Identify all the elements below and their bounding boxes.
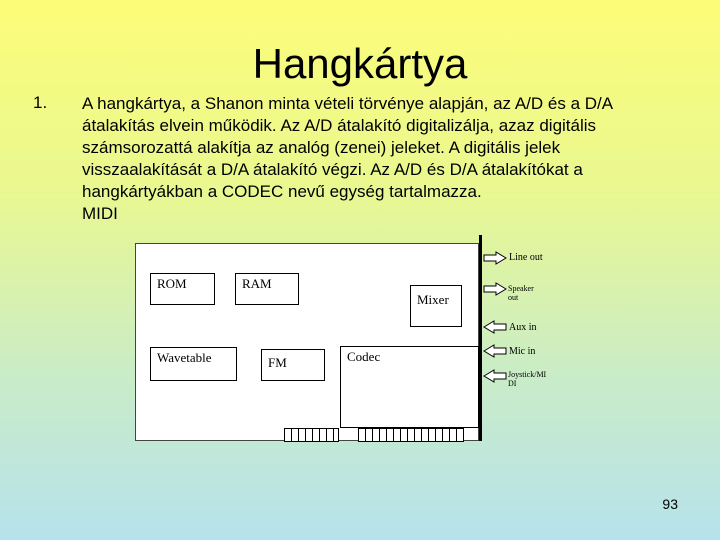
speaker-out-label xyxy=(508,284,534,302)
aux-in-label: Aux in xyxy=(509,322,537,333)
ram-chip: RAM xyxy=(235,273,299,305)
aux-in-arrow xyxy=(484,321,506,333)
speaker-out-arrow xyxy=(484,283,506,295)
body-line: A hangkártya, a Shanon minta vételi törvénye alapján, az A/D és a D/A xyxy=(82,94,614,113)
joystick-midi-line-1: Joystick/MI xyxy=(508,370,547,379)
wavetable-chip: Wavetable xyxy=(150,347,237,381)
slide-title: Hangkártya xyxy=(252,40,468,87)
line-out-arrow xyxy=(484,252,506,264)
speaker-out-line-1: Speaker xyxy=(508,284,534,293)
mixer-chip: Mixer xyxy=(410,285,462,327)
edge-connector-left xyxy=(284,428,339,442)
body-text xyxy=(82,93,682,225)
card-bracket xyxy=(479,235,482,441)
codec-chip: Codec xyxy=(340,346,479,428)
rom-chip: ROM xyxy=(150,273,215,305)
body-line: MIDI xyxy=(82,204,118,223)
edge-connector-right xyxy=(358,428,464,442)
joystick-midi-line-2: DI xyxy=(508,379,517,388)
line-out-label: Line out xyxy=(509,252,543,263)
body-line: számsorozattá alakítja az analóg (zenei) jeleket. A digitális jelek xyxy=(82,138,561,157)
body-line: hangkártyákban a CODEC nevű egység tartalmazza. xyxy=(82,182,482,201)
speaker-out-line-2: out xyxy=(508,293,519,302)
body-line: átalakítás elvein működik. Az A/D átalakító digitalizálja, azaz digitális xyxy=(82,116,597,135)
mic-in-arrow xyxy=(484,345,506,357)
list-number: 1. xyxy=(33,93,48,112)
body-line: visszaalakítását a D/A átalakító végzi. Az A/D és D/A átalakítókat a xyxy=(82,160,583,179)
joystick-midi-arrow xyxy=(484,370,506,382)
joystick-midi-label xyxy=(508,370,546,388)
fm-chip: FM xyxy=(261,349,325,381)
mic-in-label: Mic in xyxy=(509,346,536,357)
page-number: 93 xyxy=(662,496,678,512)
